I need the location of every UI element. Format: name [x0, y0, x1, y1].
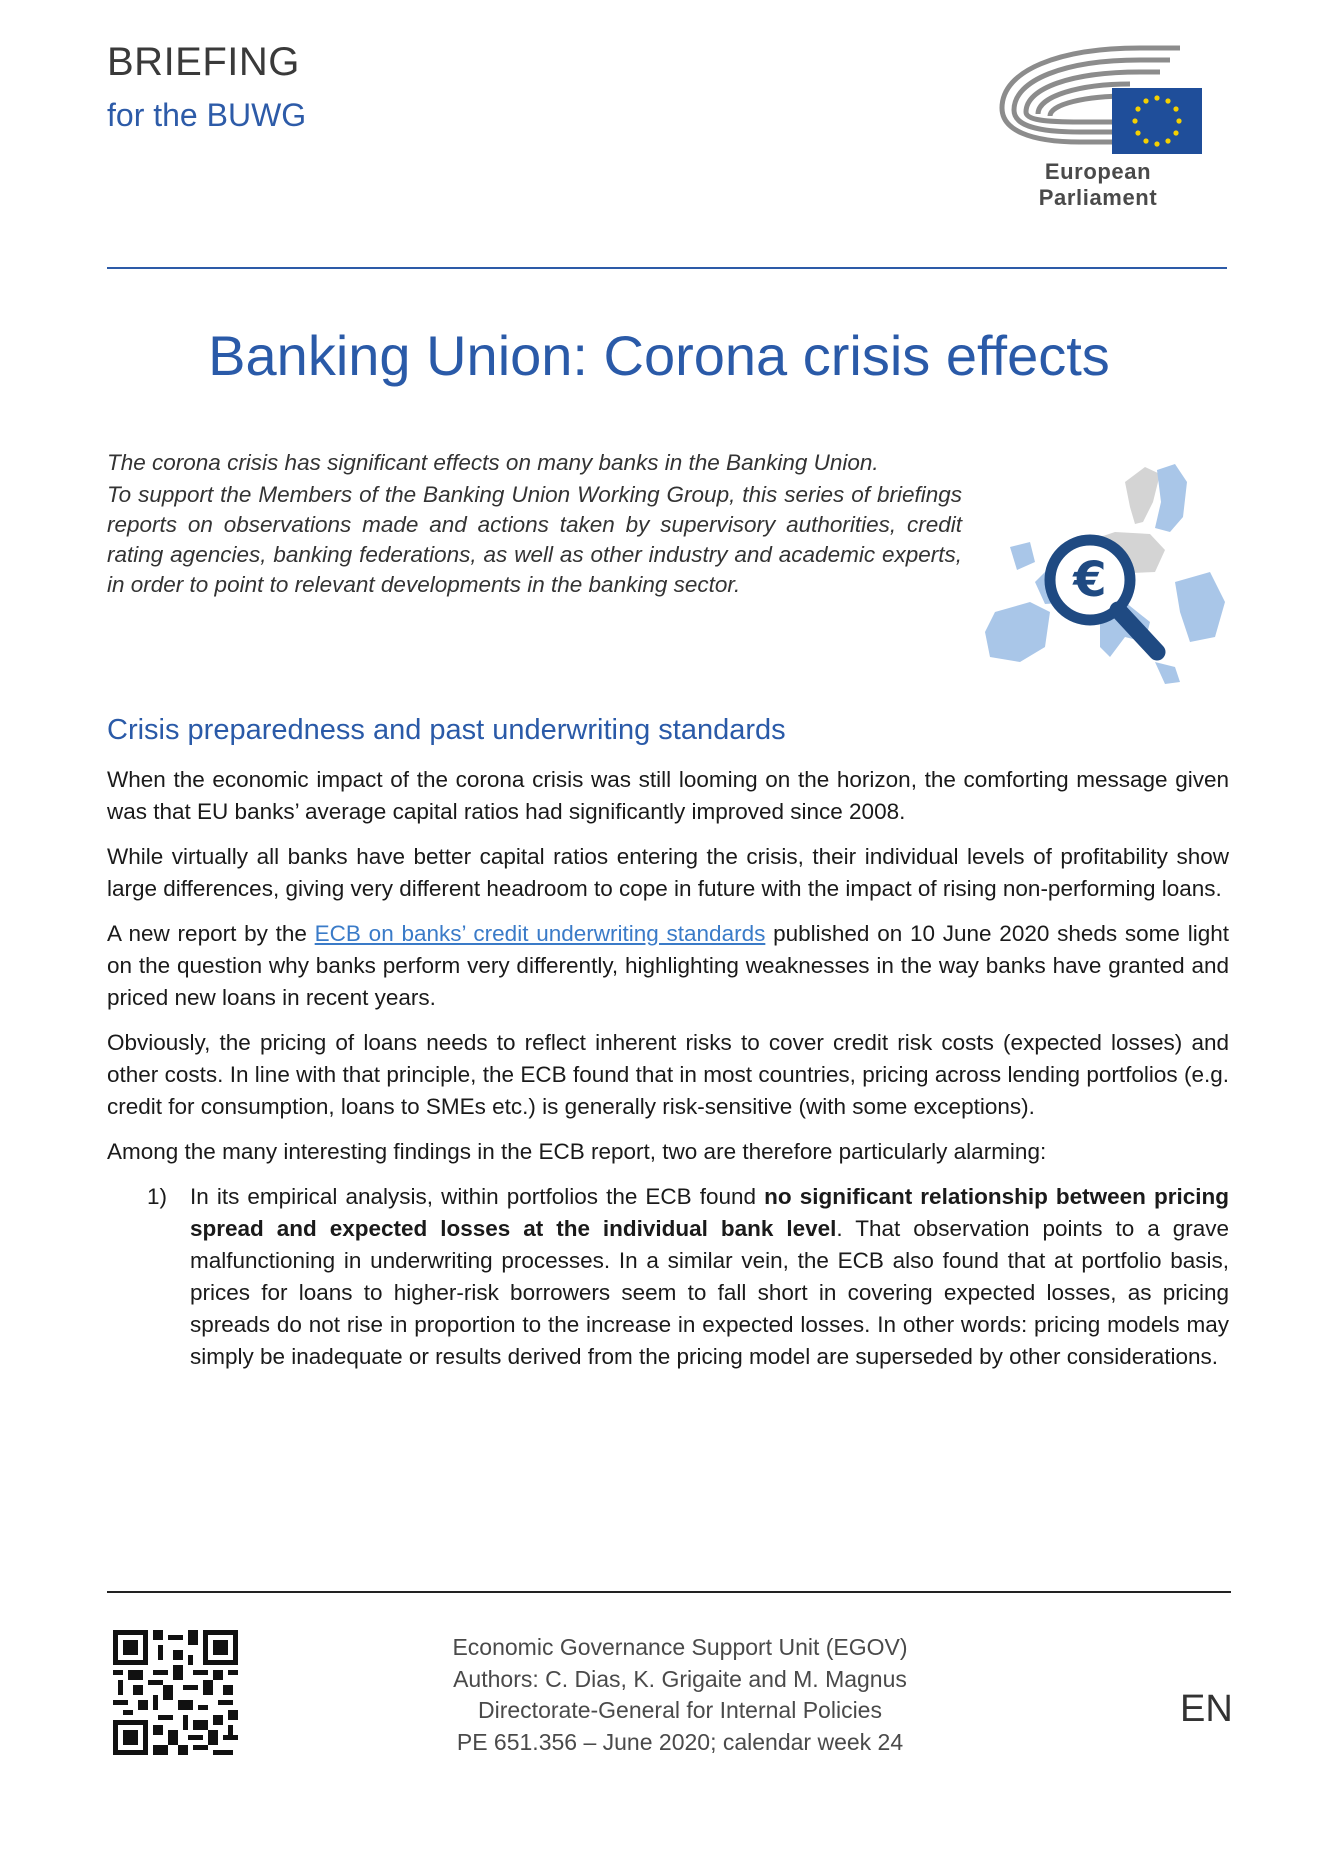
page-title: Banking Union: Corona crisis effects [208, 324, 1110, 387]
qr-code-icon[interactable] [113, 1630, 238, 1755]
paragraph-4: Obviously, the pricing of loans needs to reflect inherent risks to cover credit risk costs (expected losses) and other costs. In line with that principle, the ECB found that in most countries, pricing across lending portfolios (e.g. credit for consumption, loans to SMEs etc.) is generally risk-sensitive (with some exceptions). [107, 1030, 1229, 1119]
list-number: 1) [147, 1184, 168, 1209]
european-parliament-name: European Parliament [1038, 159, 1158, 210]
footer-reference: PE 651.356 – June 2020; calendar week 24 [456, 1728, 904, 1755]
paragraph-3-lead: A new report by the [107, 921, 315, 946]
paragraph-3-tail: published on 10 June 2020 sheds some light on the question why banks perform very differently, highlighting weaknesses in the way banks have granted and priced new loans in recent years. [107, 921, 1229, 1010]
footer-authors: Authors: C. Dias, K. Grigaite and M. Magnus [453, 1665, 907, 1692]
intro-line-2: To support the Members of the Banking Union Working Group, this series of briefings reports on observations made and actions taken by supervisory authorities, credit rating agencies, banking federations, as well as other industry and academic experts, in order to point to relevant developments in the banking sector. [107, 482, 962, 597]
briefing-subtitle: for the BUWG [107, 97, 307, 133]
ecb-report-link[interactable]: ECB on banks’ credit underwriting standards [314, 921, 766, 946]
footer-info [370, 1632, 990, 1758]
header-divider [107, 267, 1227, 269]
paragraph-2: While virtually all banks have better capital ratios entering the crisis, their individual levels of profitability show large differences, giving very different headroom to cope in future with the impact of rising non-performing loans. [107, 844, 1229, 901]
footer-unit: Economic Governance Support Unit (EGOV) [452, 1634, 908, 1660]
list-text-lead: In its empirical analysis, within portfolios the ECB found [190, 1184, 765, 1209]
paragraph-1: When the economic impact of the corona crisis was still looming on the horizon, the comforting message given was that EU banks’ average capital ratios had significantly improved since 2008. [107, 767, 1229, 824]
body-text [107, 764, 1229, 1373]
language-code: EN [1180, 1688, 1233, 1730]
section-heading: Crisis preparedness and past underwriting standards [107, 714, 786, 746]
paragraph-5: Among the many interesting findings in the ECB report, two are therefore particularly alarming: [107, 1139, 1047, 1164]
intro-text [107, 448, 962, 600]
intro-line-1: The corona crisis has significant effects on many banks in the Banking Union. [107, 450, 879, 475]
footer-directorate: Directorate-General for Internal Policies [478, 1697, 882, 1723]
footer-divider [107, 1591, 1231, 1593]
list-text-tail: . That observation points to a grave malfunctioning in underwriting processes. In a similar vein, the ECB also found that at portfolio basis, prices for loans to higher-risk borrowers seem to fall short in covering expected losses, as pricing spreads do not rise in proportion to the increase in expected losses. In other words: pricing models may simply be inadequate or results derived from the pricing model are superseded by other considerations. [190, 1216, 1229, 1369]
list-item [107, 1181, 1229, 1373]
europe-map-euro-magnifier-icon [975, 462, 1230, 698]
svg-text:€: € [1073, 552, 1107, 608]
briefing-label: BRIEFING [107, 40, 300, 84]
paragraph-3 [107, 918, 1229, 1014]
list-text-emphasis: no significant relationship between pricing spread and expected losses at the individual bank level [190, 1184, 1229, 1241]
